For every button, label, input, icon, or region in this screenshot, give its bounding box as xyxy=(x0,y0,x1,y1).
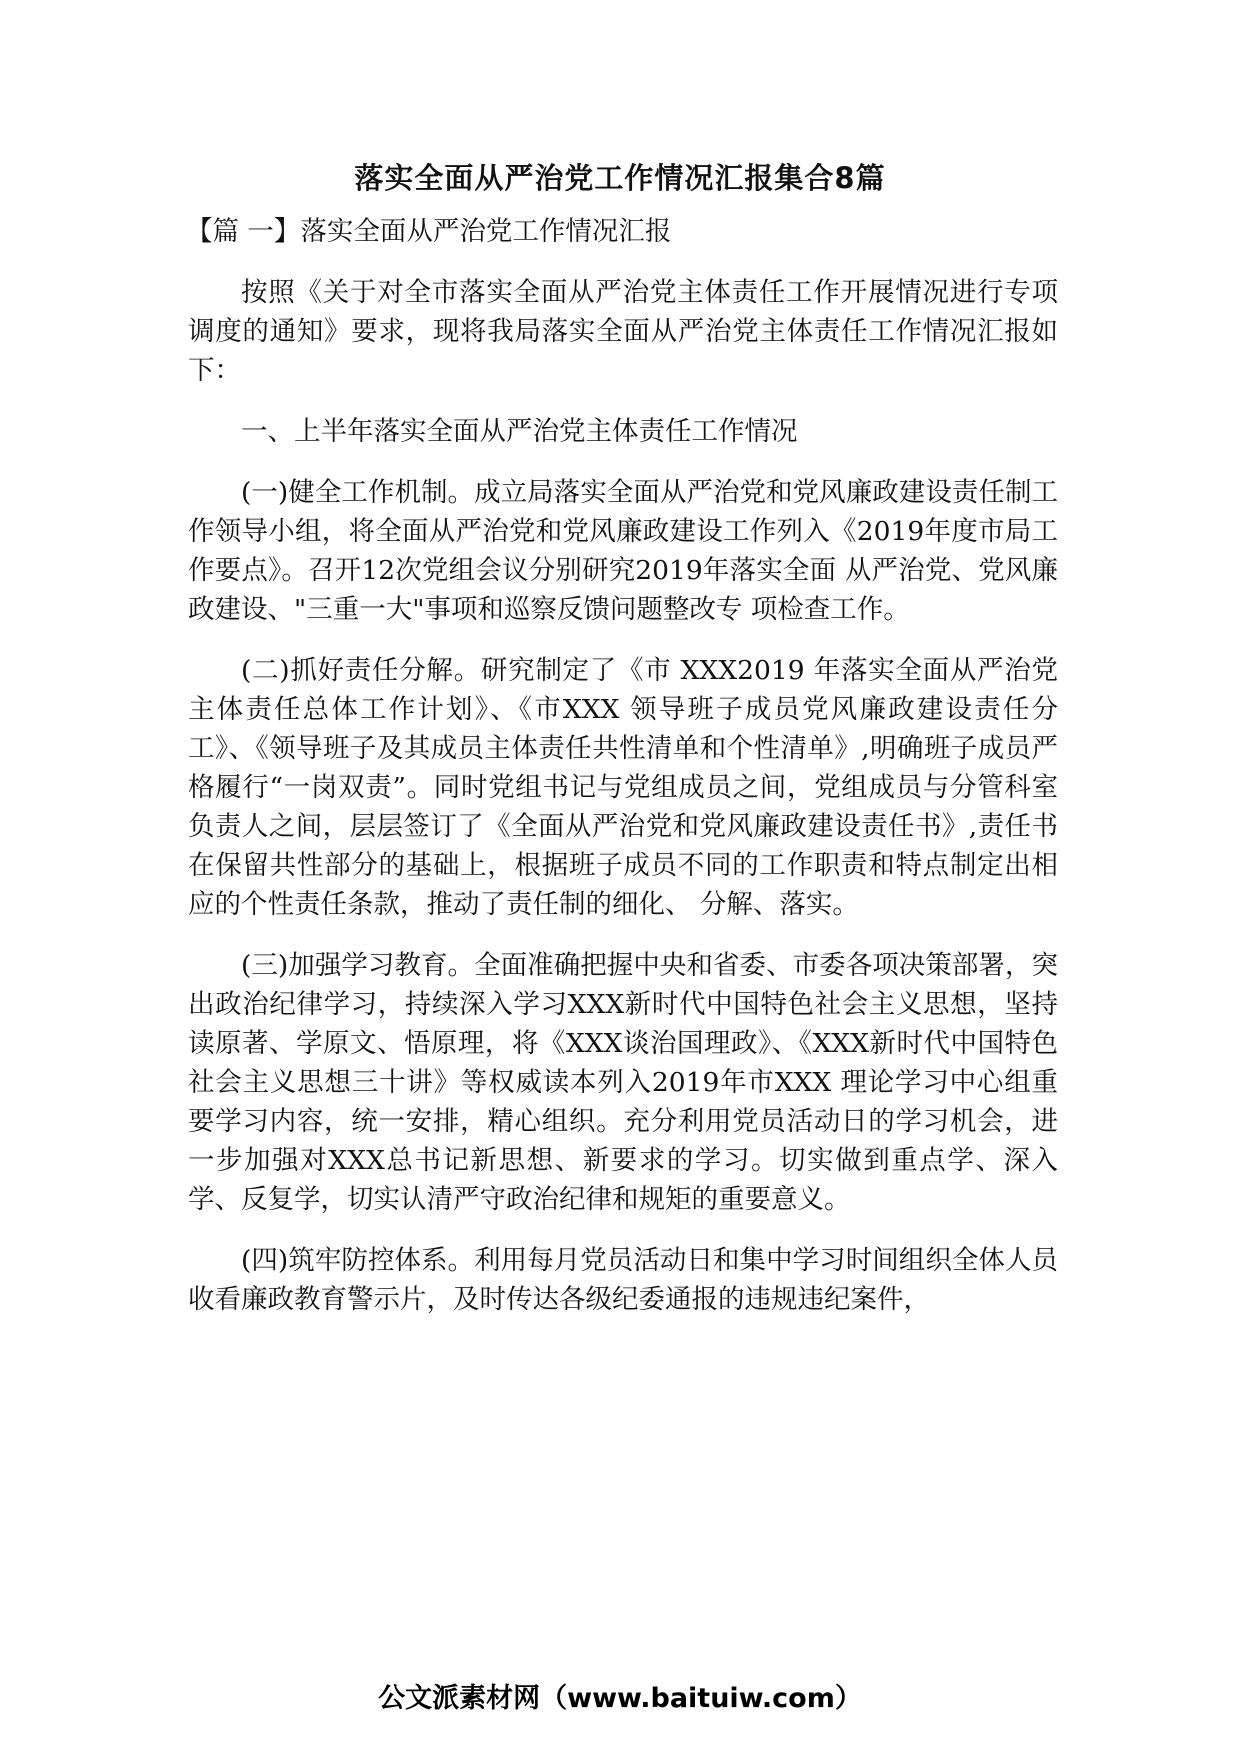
paragraph-section-one-heading: 一、上半年落实全面从严治党主体责任工作情况 xyxy=(241,416,798,447)
paragraph-prevention-system: (四)筑牢防控体系。利用每月党员活动日和集中学习时间组织全体人员收看廉政教育警示片，及时传达各级纪委通报的违规违纪案件， xyxy=(188,1245,1058,1315)
paragraph-study-education: (三)加强学习教育。全面准确把握中央和省委、市委各项决策部署，突出政治纪律学习，持续深入学习XXX新时代中国特色社会主义思想，坚持读原著、学原文、悟原理，将《XXX谈治国理政》、《XXX新时代中国特色社会主义思想三十讲》等权威读本列入2019年市XXX 理论学习中心组重要学习内容，统一安排，精心组织。充分利用党员活动日的学习机会，进一步加强对XXX总书记新思想、新要求的学习。切实做到重点学、深入学、反复学，切实认清严守政治纪律和规矩的重要意义。 xyxy=(188,950,1058,1215)
section-heading: 【篇 一】落实全面从严治党工作情况汇报 xyxy=(186,216,672,247)
paragraph-responsibility-breakdown: (二)抓好责任分解。研究制定了《市 XXX2019 年落实全面从严治党主体责任总体工作计划》、《市XXX 领导班子成员党风廉政建设责任分工》、《领导班子及其成员主体责任共性清单和个性清单》,明确班子成员严格履行“一岗双责”。同时党组书记与党组成员之间，党组成员与分管科室负责人之间，层层签订了《全面从严治党和党风廉政建设责任书》,责任书在保留共性部分的基础上，根据班子成员不同的工作职责和特点制定出相应的个性责任条款，推动了责任制的细化、 分解、落实。 xyxy=(188,655,1058,920)
footer-watermark: 公文派素材网（www.baituiw.com） xyxy=(378,1683,862,1714)
document-body xyxy=(188,212,1058,1341)
document-title: 落实全面从严治党工作情况汇报集合8篇 xyxy=(354,161,886,195)
paragraph-work-mechanism: (一)健全工作机制。成立局落实全面从严治党和党风廉政建设责任制工作领导小组，将全面从严治党和党风廉政建设工作列入《2019年度市局工作要点》。召开12次党组会议分别研究2019年落实全面 从严治党、党风廉政建设、"三重一大"事项和巡察反馈问题整改专 项检查工作。 xyxy=(188,477,1058,625)
paragraph-intro: 按照《关于对全市落实全面从严治党主体责任工作开展情况进行专项调度的通知》要求，现将我局落实全面从严治党主体责任工作情况汇报如下： xyxy=(188,277,1058,386)
